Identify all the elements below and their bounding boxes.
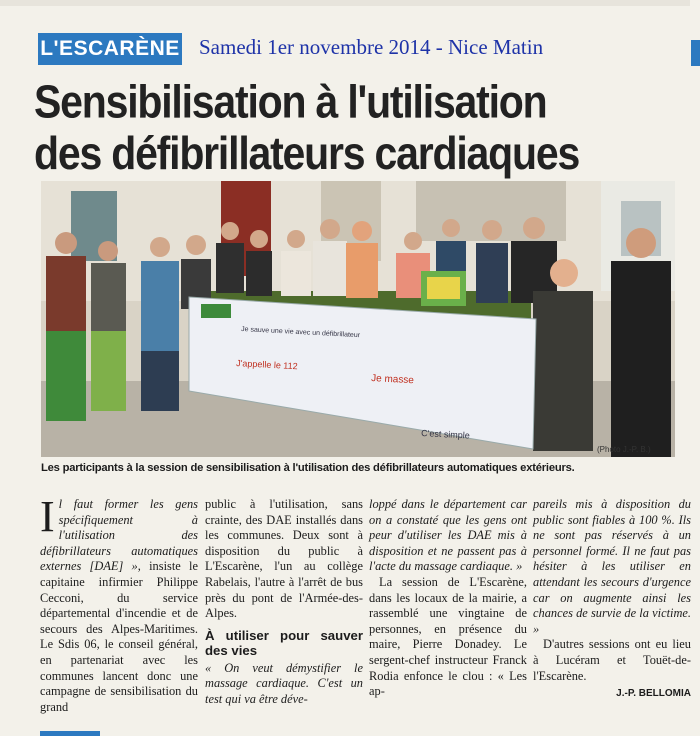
group-photo <box>41 181 675 457</box>
photo-credit: (Photo J.-P. B.) <box>597 445 651 454</box>
headline <box>34 76 674 179</box>
article-column-1 <box>40 492 198 715</box>
svg-text:J'appelle le 112: J'appelle le 112 <box>235 358 298 372</box>
col3-quote: loppé dans le département car on a constaté que les gens ont peur d'utiliser les DAE mis à disposition et ne passent pas à l'acte du massage cardiaque. » <box>369 497 527 574</box>
svg-text:C'est simple: C'est simple <box>420 428 471 441</box>
headline-line-2: des défibrillateurs cardiaques <box>34 127 580 180</box>
photo-illustration <box>41 181 675 457</box>
col4-quote: pareils mis à disposition du public sont fiables à 100 %. Ils ne sont pas réservés à un personnel formé. Il ne faut pas hésiter à les utiliser en attendant les secours d'urgence car on augmente ainsi les chances de survie de la victime. » <box>533 497 691 636</box>
article-column-4 <box>533 497 691 702</box>
article-subhead: À utiliser pour sauver des vies <box>205 627 363 658</box>
col4-body: D'autres sessions ont eu lieu à Lucéram et Touët-de-l'Escarène. <box>533 637 691 683</box>
col1-body: , insiste le capitaine infirmier Philippe Cecconi, du service départemental d'incendie et de secours des Alpes-Maritimes. Le Sdis 06, le conseil général, en partenariat avec les communes lancent donc une campagne de sensibilisation du grand <box>40 559 198 714</box>
col3-body: La session de L'Escarène, dans les locaux de la mairie, a rassemblé une vingtaine de personnes, en présence du maire, Pierre Donadey. Le sergent-chef instructeur Franck Rodia enfonce le clou : « Les ap- <box>369 574 527 699</box>
col2-quote: « On veut démystifier le massage cardiaque. C'est un test qui va être déve- <box>205 660 363 706</box>
col2-body: public à l'utilisation, sans crainte, des DAE installés dans les communes. Deux sont à disposition du public à L'Escarène, l'un au collège Rabelais, l'autre à l'arrêt de bus près du pont de l'Armée-des-Alpes. <box>205 497 363 621</box>
section-tag: L'ESCARÈNE <box>38 33 182 65</box>
top-rule <box>0 0 690 6</box>
dateline: Samedi 1er novembre 2014 - Nice Matin <box>199 35 544 59</box>
col1-quote: l faut former les gens spécifiquement à l'utilisation des défibrillateurs automatiques externes [DAE] » <box>40 497 198 574</box>
article-column-2 <box>205 497 363 708</box>
author-signature: J.-P. BELLOMIA <box>616 688 691 700</box>
photo-caption: Les participants à la session de sensibilisation à l'utilisation des défibrillateurs automatiques extérieurs. <box>41 462 575 474</box>
headline-line-1: Sensibilisation à l'utilisation <box>34 76 547 128</box>
svg-text:Je sauve une vie avec un défib: Je sauve une vie avec un défibrillateur <box>240 326 361 340</box>
article-column-3 <box>369 497 527 700</box>
svg-text:Je masse: Je masse <box>370 373 415 387</box>
drop-cap: I <box>40 492 55 541</box>
bottom-tag-edge <box>40 731 100 736</box>
adjacent-tag-edge <box>691 40 700 66</box>
adjacent-article-edge <box>681 40 700 736</box>
